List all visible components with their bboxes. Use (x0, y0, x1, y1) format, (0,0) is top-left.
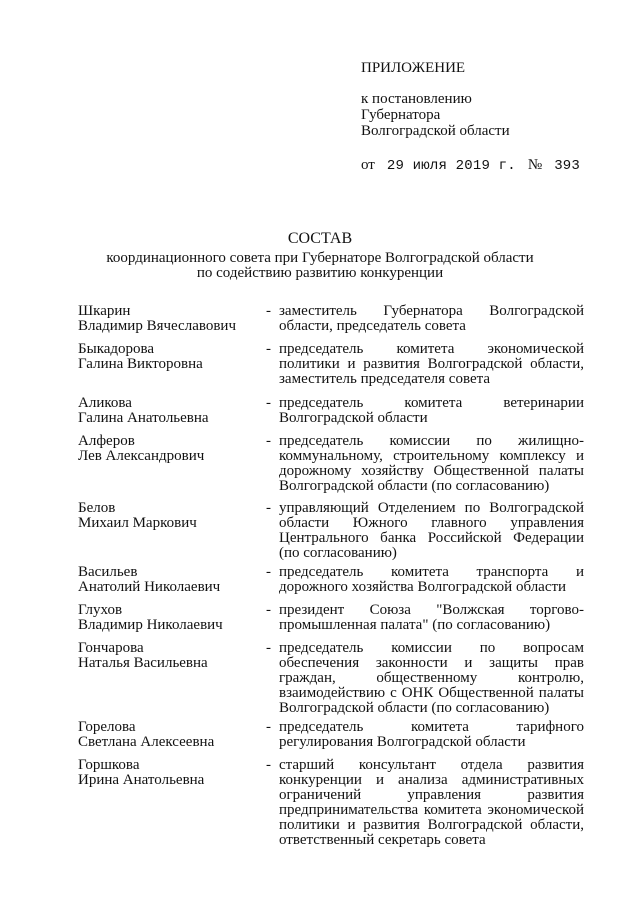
date-value: 29 июля 2019 г. (386, 158, 516, 174)
document-subtitle (80, 251, 560, 281)
member-role: заместитель Губернатора Волгоградской области, председатель совета (279, 303, 584, 334)
member-role: председатель комиссии по жилищно-коммунальному, строительному комплексу и дорожному хозяйству Общественной палаты Волгоградской области (по согласованию) (279, 433, 584, 494)
member-name (78, 304, 268, 334)
member-given-names: Лев Александрович (78, 448, 205, 464)
appendix-block (361, 60, 621, 174)
subtitle-line: координационного совета при Губернаторе Волгоградской области (106, 250, 534, 266)
member-given-names: Владимир Николаевич (78, 617, 223, 633)
member-name (78, 342, 268, 372)
appendix-ref-line: к постановлению (361, 91, 472, 107)
appendix-ref-line: Волгоградской области (361, 123, 510, 139)
member-given-names: Галина Анатольевна (78, 410, 209, 426)
appendix-heading: ПРИЛОЖЕНИЕ (361, 60, 466, 76)
member-name (78, 396, 268, 426)
member-role: председатель комитета транспорта и дорожного хозяйства Волгоградской области (279, 564, 584, 595)
date-prefix: от (361, 157, 375, 173)
member-surname: Шкарин (78, 303, 131, 319)
member-given-names: Владимир Вячеславович (78, 318, 236, 334)
member-name (78, 434, 268, 464)
member-dash: - (266, 433, 271, 449)
member-surname: Быкадорова (78, 341, 155, 357)
member-given-names: Михаил Маркович (78, 515, 197, 531)
member-dash: - (266, 564, 271, 580)
member-name (78, 641, 268, 671)
appendix-ref-line: Губернатора (361, 107, 441, 123)
member-surname: Васильев (78, 564, 138, 580)
member-given-names: Светлана Алексеевна (78, 734, 215, 750)
appendix-dateline (361, 157, 621, 174)
member-name (78, 758, 268, 788)
document-title: СОСТАВ (287, 230, 353, 247)
member-dash: - (266, 719, 271, 735)
member-role: председатель комитета экономической политики и развития Волгоградской области, заместитель председателя совета (279, 341, 584, 387)
number-value: 393 (554, 158, 581, 174)
member-role: управляющий Отделением по Волгоградской области Южного главного управления Центрального банка Российской Федерации (по согласованию) (279, 500, 584, 561)
member-surname: Горшкова (78, 757, 140, 773)
member-dash: - (266, 757, 271, 773)
member-given-names: Анатолий Николаевич (78, 579, 221, 595)
member-given-names: Галина Викторовна (78, 356, 203, 372)
member-surname: Аликова (78, 395, 132, 411)
member-dash: - (266, 341, 271, 357)
member-surname: Гончарова (78, 640, 144, 656)
member-given-names: Ирина Анатольевна (78, 772, 205, 788)
member-name (78, 501, 268, 531)
subtitle-line: по содействию развитию конкуренции (196, 265, 444, 281)
member-role: президент Союза "Волжская торгово-промышленная палата" (по согласованию) (279, 602, 584, 633)
member-dash: - (266, 500, 271, 516)
member-surname: Глухов (78, 602, 123, 618)
member-name (78, 565, 268, 595)
member-dash: - (266, 303, 271, 319)
member-surname: Белов (78, 500, 116, 516)
member-name (78, 603, 268, 633)
member-role: старший консультант отдела развития конкуренции и анализа административных ограничений управления развития предпринимательства комитета экономической политики и развития Волгоградской области, ответственный секретарь совета (279, 757, 584, 848)
member-dash: - (266, 640, 271, 656)
member-dash: - (266, 602, 271, 618)
member-role: председатель комитета ветеринарии Волгоградской области (279, 395, 584, 426)
member-surname: Горелова (78, 719, 136, 735)
number-sign: № (527, 157, 543, 173)
member-dash: - (266, 395, 271, 411)
member-name (78, 720, 268, 750)
member-given-names: Наталья Васильевна (78, 655, 208, 671)
member-surname: Алферов (78, 433, 135, 449)
member-role: председатель комитета тарифного регулирования Волгоградской области (279, 719, 584, 750)
member-role: председатель комиссии по вопросам обеспечения законности и защиты прав граждан, общественному контролю, взаимодействию с ОНК Общественной палаты Волгоградской области (по согласованию) (279, 640, 584, 716)
